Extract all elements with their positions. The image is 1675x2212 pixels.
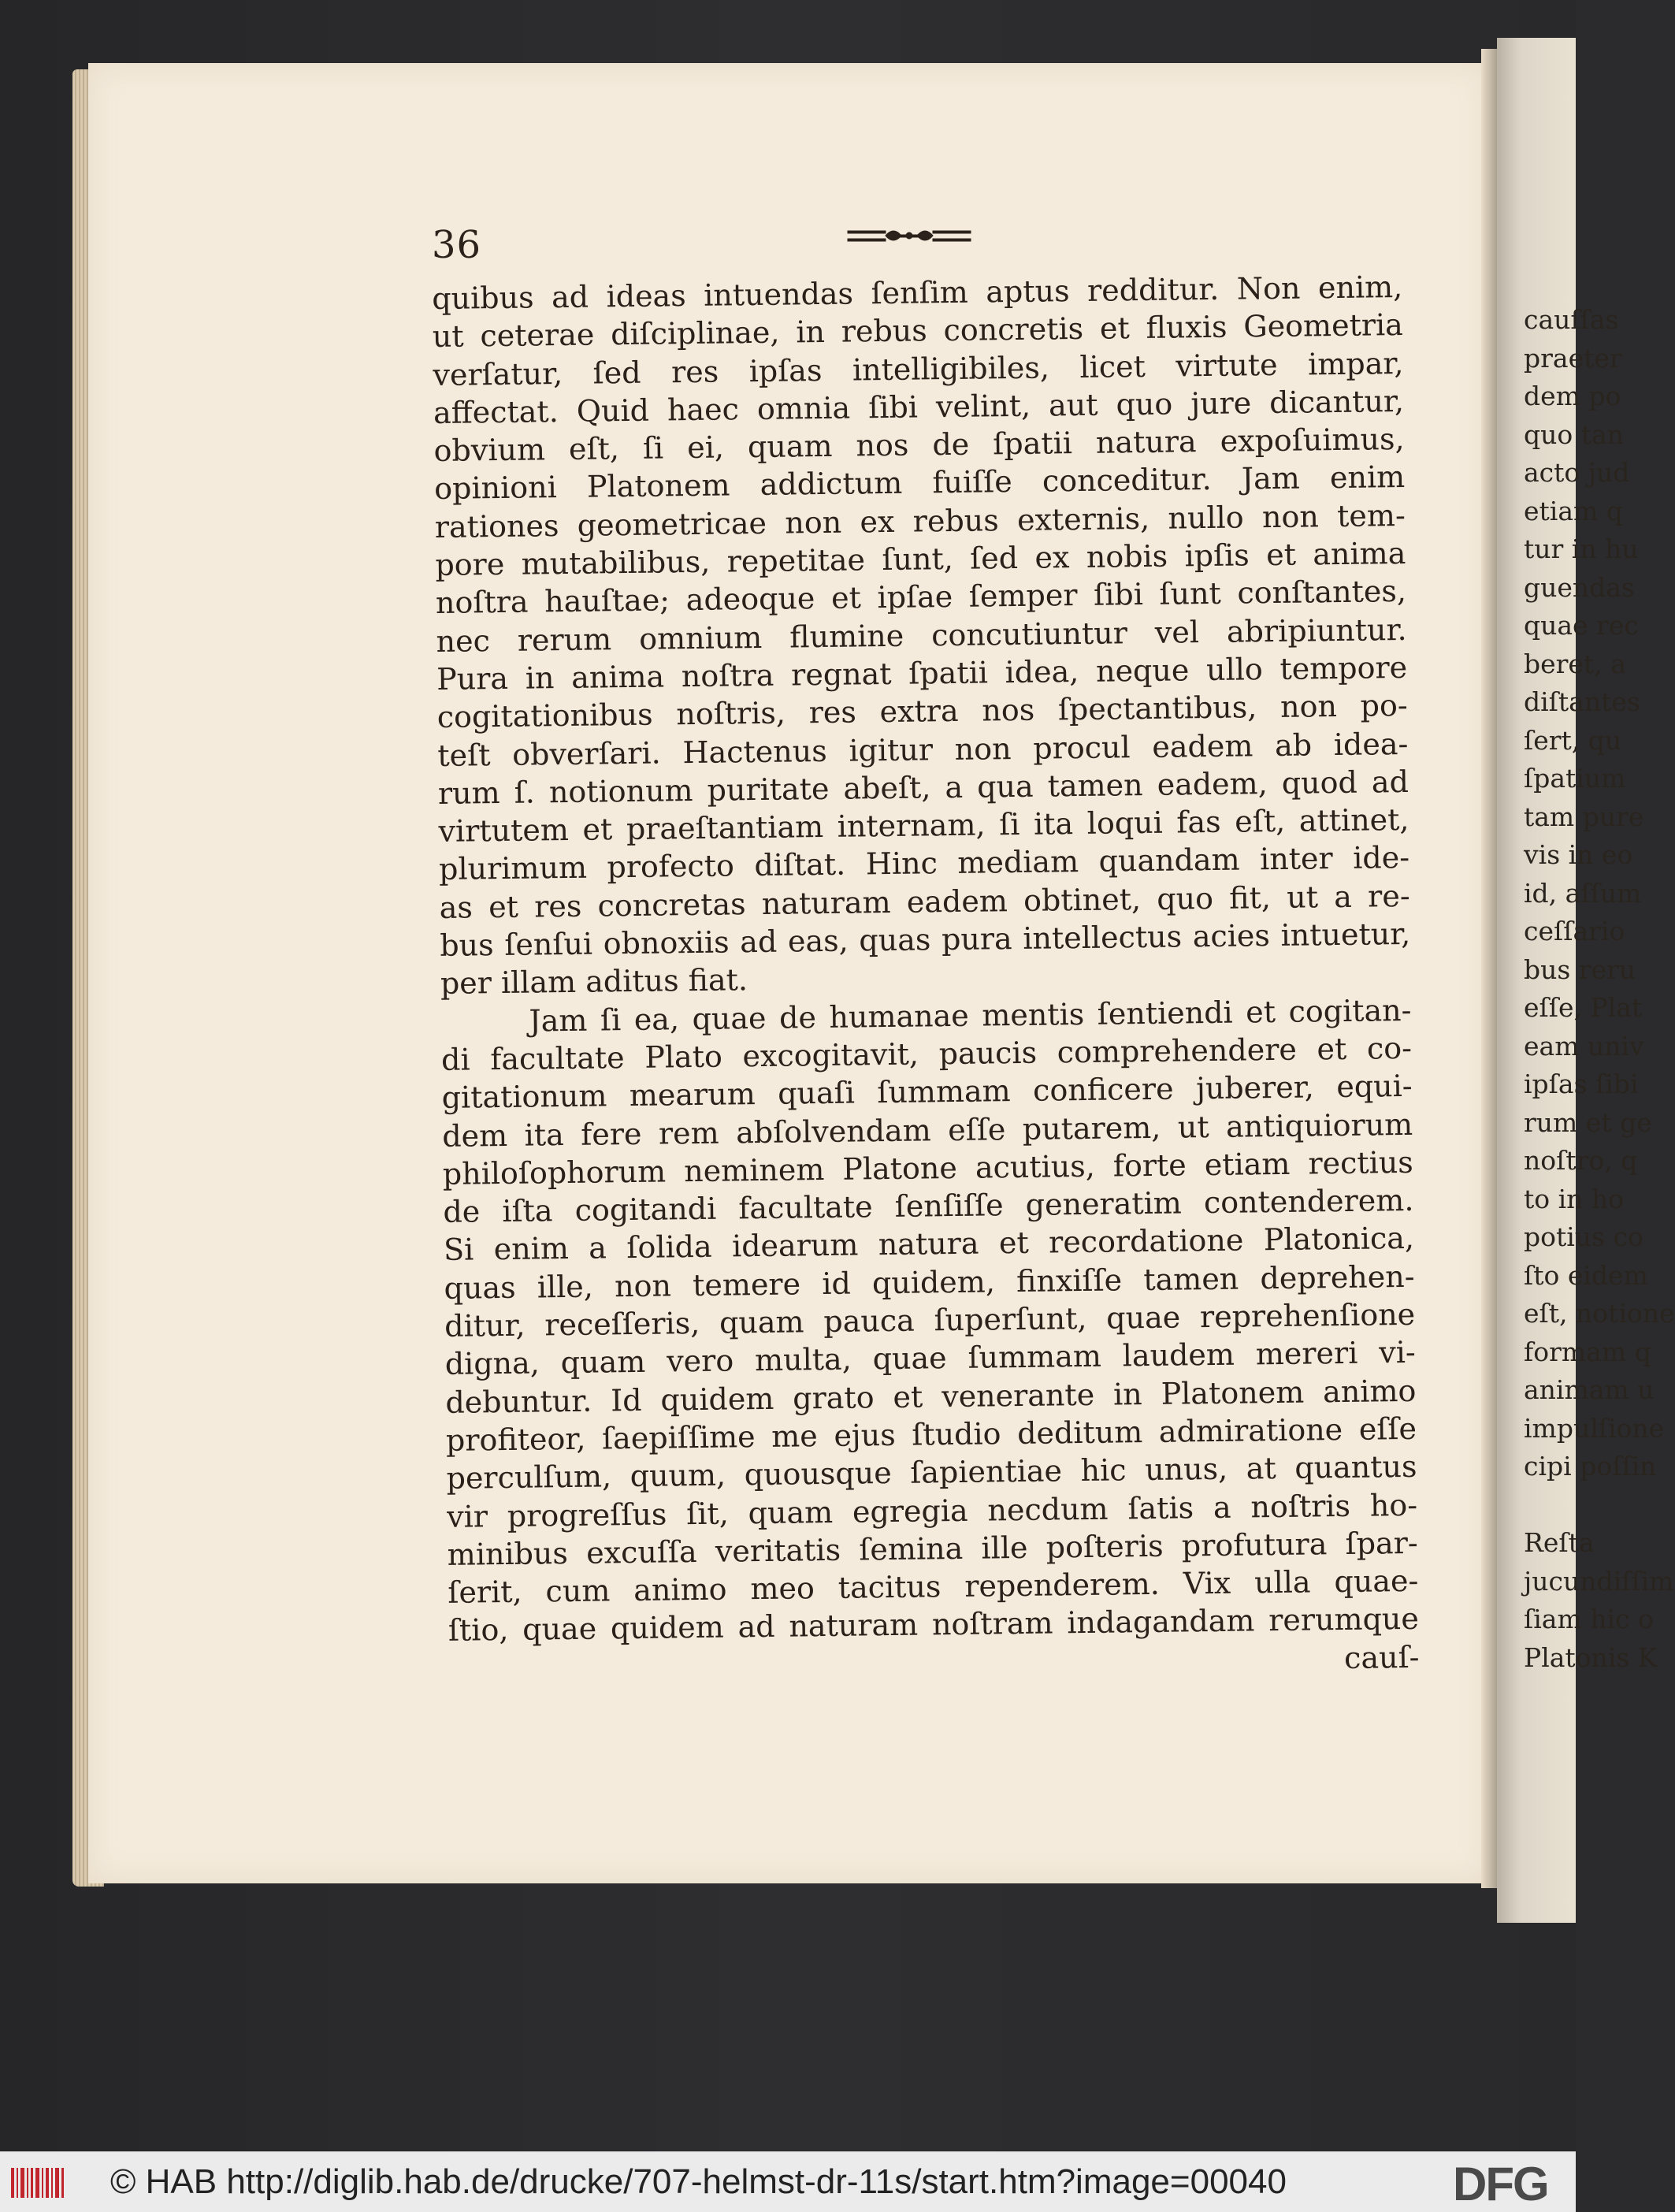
facing-page-line: Platonis K (1524, 1641, 1658, 1673)
text-line: minibus excuſſa veritatis ſemina ille poſteris profutura ſpar- (447, 1525, 1418, 1572)
text-line: per illam aditus fiat. (440, 962, 748, 1002)
text-line: rationes geometricae non ex rebus externis, nullo non tem- (434, 497, 1406, 545)
text-line: de iſta cogitandi facultate ſenſiſſe generatim contenderem. (443, 1182, 1414, 1230)
text-line: di facultate Plato excogitavit, paucis comprehendere et co- (440, 1030, 1413, 1077)
facing-page-line: noſtro, q (1524, 1145, 1638, 1176)
page-header (432, 223, 481, 267)
text-line: Si enim a ſolida idearum natura et recordatione Platonica, (443, 1221, 1415, 1268)
facing-page-line: potius co (1524, 1221, 1643, 1252)
footer-bar (0, 2151, 1576, 2212)
text-line: bus ſenſui obnoxiis ad eas, quas pura intellectus acies intuetur, (440, 916, 1411, 963)
text-line: cogitationibus noſtris, res extra nos ſpectantibus, non po- (436, 688, 1408, 735)
text-line: teſt obverſari. Hactenus igitur non procul eadem ab idea- (437, 726, 1409, 773)
text-line: ditur, receſſeris, quam pauca ſuperſunt, quae reprehenſione (444, 1296, 1416, 1344)
dfg-logo: DFG (1453, 2158, 1548, 2210)
text-line: digna, quam vero multa, quae ſummam laudem mereri vi- (444, 1335, 1416, 1382)
facing-page-line: quae rec (1524, 610, 1639, 641)
facing-page-line: praeter (1524, 342, 1622, 374)
facing-page-line: jucundiſſim (1524, 1565, 1674, 1597)
facing-page-line: tam pure (1524, 801, 1644, 832)
text-line: vir progreſſus ſit, quam egregia necdum ſatis a noſtris ho- (446, 1487, 1418, 1534)
facing-page-line: ſpatium (1524, 763, 1626, 794)
facing-page-line: acto jud (1524, 457, 1630, 488)
header-ornament-icon (848, 225, 971, 248)
facing-page-line: cauſſas (1524, 304, 1619, 335)
facing-page-line: guendas (1524, 571, 1635, 603)
facing-page-line: beret, a (1524, 648, 1626, 679)
facing-page-line: ſiam hic o (1524, 1604, 1654, 1634)
catchword: cauſ- (1343, 1639, 1420, 1675)
text-line: plurimum profecto diſtat. Hinc mediam quandam inter ide- (438, 840, 1410, 887)
text-line: rum ſ. notionum puritate abeſt, a qua tamen eadem, quod ad (437, 764, 1409, 811)
facing-page-line: tur in hu (1524, 533, 1639, 564)
text-line: obvium eſt, ſi ei, quam nos de ſpatii natura expoſuimus, (433, 422, 1405, 469)
text-line: gitationum mearum quaſi ſummam conficere juberer, equi- (441, 1069, 1413, 1116)
text-line: verſatur, ſed res ipſas intelligibiles, licet virtute impar, (433, 345, 1404, 392)
facing-page-line: ipſas ſibi (1524, 1069, 1639, 1099)
facing-page-line: impulſione (1524, 1412, 1665, 1444)
facing-page-line: eſt, notione (1524, 1298, 1675, 1329)
text-line: debuntur. Id quidem grato et venerante in Platonem animo (445, 1373, 1417, 1420)
facing-page-line: id, aſſum (1524, 877, 1642, 909)
facing-page-line: ceſſario (1524, 916, 1625, 946)
text-line: profiteor, ſaepiſſime me ejus ſtudio deditum admiratione eſſe (445, 1411, 1417, 1458)
barcode-icon (9, 2166, 66, 2199)
text-line: as et res concretas naturam eadem obtinet, quo fit, ut a re- (439, 878, 1410, 925)
main-text (432, 268, 1420, 1688)
text-line: philoſophorum neminem Platone acutius, forte etiam rectius (442, 1144, 1414, 1192)
text-line: virtutem et praeſtantiam internam, ſi ita loqui fas eſt, attinet, (438, 802, 1409, 849)
facing-page-line: to in ho (1524, 1183, 1625, 1214)
facing-page-line: quo tan (1524, 418, 1624, 450)
facing-page-line: diſtantes (1524, 686, 1640, 717)
facing-page-line: rum et ge (1524, 1106, 1652, 1138)
text-line: affectat. Quid haec omnia ſibi velint, aut quo jure dicantur, (433, 383, 1405, 430)
facing-page-line: eam univ (1524, 1030, 1644, 1061)
text-line: perculſum, quum, quousque ſapientiae hic unus, at quantus (446, 1449, 1417, 1496)
facing-page-line: vis in eo (1524, 839, 1633, 870)
text-line: ut ceterae diſciplinae, in rebus concretis et fluxis Geometria (432, 307, 1404, 355)
text-line: pore mutabilibus, repetitae ſunt, ſed ex nobis ipſis et anima (435, 536, 1406, 583)
text-line: quibus ad ideas intuendas ſenſim aptus redditur. Non enim, (432, 269, 1403, 316)
text-line: Pura in anima noſtra regnat ſpatii idea, neque ullo tempore (436, 649, 1408, 697)
facing-page-line: dem po (1524, 381, 1621, 411)
text-line: opinioni Platonem addictum fuiſſe conceditur. Jam enim (433, 459, 1406, 507)
text-line: ſerit, cum animo meo tacitus rependerem. Vix ulla quae- (448, 1563, 1419, 1610)
text-line: Jam ſi ea, quae de humanae mentis ſentiendi et cogitan- (529, 992, 1412, 1039)
facing-page-line: etiam q (1524, 495, 1623, 526)
copyright-url[interactable]: © HAB http://diglib.hab.de/drucke/707-helmst-dr-11s/start.htm?image=00040 (110, 2162, 1287, 2201)
facing-page-line: animam u (1524, 1374, 1655, 1405)
text-line: noſtra hauſtae; adeoque et ipſae ſemper ſibi ſunt conſtantes, (435, 574, 1407, 621)
facing-page-line: ſto eidem (1524, 1259, 1648, 1291)
facing-page-fragment (1497, 38, 1675, 1923)
facing-page-line: Reſta (1524, 1527, 1595, 1558)
facing-page-line: cipi poſſin (1524, 1451, 1657, 1481)
facing-page-line: ſert, qu (1524, 724, 1622, 756)
facing-page-line: eſſe, Plat (1524, 992, 1643, 1023)
facing-page-line: formam q (1524, 1336, 1651, 1367)
text-line: dem ita fere rem abſolvendam eſſe putarem, ut antiquiorum (442, 1106, 1413, 1154)
text-line: quas ille, non temere id quidem, finxiſſe tamen deprehen- (444, 1258, 1415, 1306)
text-line: ſtio, quae quidem ad naturam noſtram indagandam rerumque (448, 1601, 1420, 1649)
text-line: nec rerum omnium flumine concutiuntur vel abripiuntur. (436, 612, 1407, 659)
facing-page-line: bus reru (1524, 954, 1636, 985)
page-number: 36 (432, 223, 482, 267)
